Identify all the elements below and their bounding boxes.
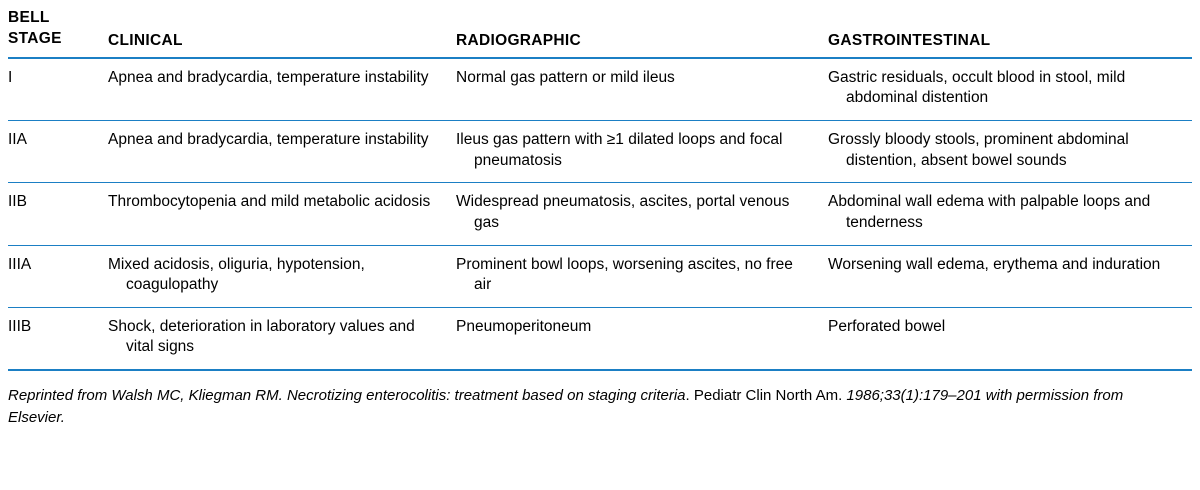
cell-clinical bbox=[108, 183, 456, 245]
cell-clinical-text: Thrombocytopenia and mild metabolic acidosis bbox=[108, 193, 431, 211]
cell-clinical bbox=[108, 58, 456, 121]
column-header-radiographic: RADIOGRAPHIC bbox=[456, 0, 828, 58]
table-header-row bbox=[8, 0, 1192, 58]
source-note-part3: 1986;33(1):179–201 with permission from Elsevier. bbox=[8, 386, 1124, 426]
cell-stage: I bbox=[8, 58, 108, 121]
cell-clinical-text: Apnea and bradycardia, temperature instability bbox=[108, 131, 429, 149]
cell-gastrointestinal-text: Grossly bloody stools, prominent abdominal distention, absent bowel sounds bbox=[828, 131, 1129, 169]
cell-radiographic bbox=[456, 307, 828, 370]
table-body bbox=[8, 58, 1192, 370]
cell-clinical-text: Apnea and bradycardia, temperature instability bbox=[108, 68, 429, 86]
cell-radiographic bbox=[456, 121, 828, 183]
cell-radiographic-text: Ileus gas pattern with ≥1 dilated loops and focal pneumatosis bbox=[456, 131, 783, 169]
cell-gastrointestinal-text: Gastric residuals, occult blood in stool, mild abdominal distention bbox=[828, 68, 1126, 107]
column-header-bell-line2: STAGE bbox=[8, 29, 62, 47]
table-source-note bbox=[8, 385, 1178, 429]
cell-radiographic-text: Prominent bowl loops, worsening ascites, no free air bbox=[456, 255, 793, 294]
column-header-bell-line1: BELL bbox=[8, 9, 50, 26]
cell-gastrointestinal bbox=[828, 307, 1192, 370]
cell-gastrointestinal bbox=[828, 58, 1192, 121]
cell-stage: IIA bbox=[8, 121, 108, 183]
cell-stage: IIB bbox=[8, 183, 108, 245]
table-row bbox=[8, 307, 1192, 370]
cell-radiographic bbox=[456, 58, 828, 121]
cell-gastrointestinal bbox=[828, 121, 1192, 183]
cell-clinical bbox=[108, 307, 456, 370]
table-row bbox=[8, 121, 1192, 183]
cell-gastrointestinal-text: Abdominal wall edema with palpable loops and tenderness bbox=[828, 193, 1151, 231]
source-note-part2: . Pediatr Clin North Am. bbox=[685, 386, 843, 404]
cell-stage: IIIA bbox=[8, 245, 108, 307]
table-row bbox=[8, 183, 1192, 245]
cell-radiographic-text: Widespread pneumatosis, ascites, portal venous gas bbox=[456, 193, 790, 231]
cell-stage: IIIB bbox=[8, 307, 108, 370]
cell-clinical-text: Shock, deterioration in laboratory values and vital signs bbox=[108, 317, 415, 356]
cell-gastrointestinal-text: Perforated bowel bbox=[828, 317, 946, 335]
table-header bbox=[8, 0, 1192, 58]
source-note-part1: Reprinted from Walsh MC, Kliegman RM. Necrotizing enterocolitis: treatment based on staging criteria bbox=[8, 386, 686, 404]
bell-staging-table bbox=[8, 0, 1192, 371]
cell-radiographic-text: Pneumoperitoneum bbox=[456, 317, 592, 335]
column-header-clinical: CLINICAL bbox=[108, 0, 456, 58]
cell-clinical bbox=[108, 245, 456, 307]
table-row bbox=[8, 58, 1192, 121]
cell-radiographic bbox=[456, 245, 828, 307]
cell-gastrointestinal-text: Worsening wall edema, erythema and induration bbox=[828, 255, 1161, 273]
column-header-bell-stage bbox=[8, 0, 108, 58]
cell-gastrointestinal bbox=[828, 245, 1192, 307]
column-header-gastrointestinal: GASTROINTESTINAL bbox=[828, 0, 1192, 58]
cell-gastrointestinal bbox=[828, 183, 1192, 245]
cell-radiographic bbox=[456, 183, 828, 245]
cell-radiographic-text: Normal gas pattern or mild ileus bbox=[456, 68, 675, 86]
table-row bbox=[8, 245, 1192, 307]
cell-clinical-text: Mixed acidosis, oliguria, hypotension, coagulopathy bbox=[108, 255, 365, 294]
cell-clinical bbox=[108, 121, 456, 183]
